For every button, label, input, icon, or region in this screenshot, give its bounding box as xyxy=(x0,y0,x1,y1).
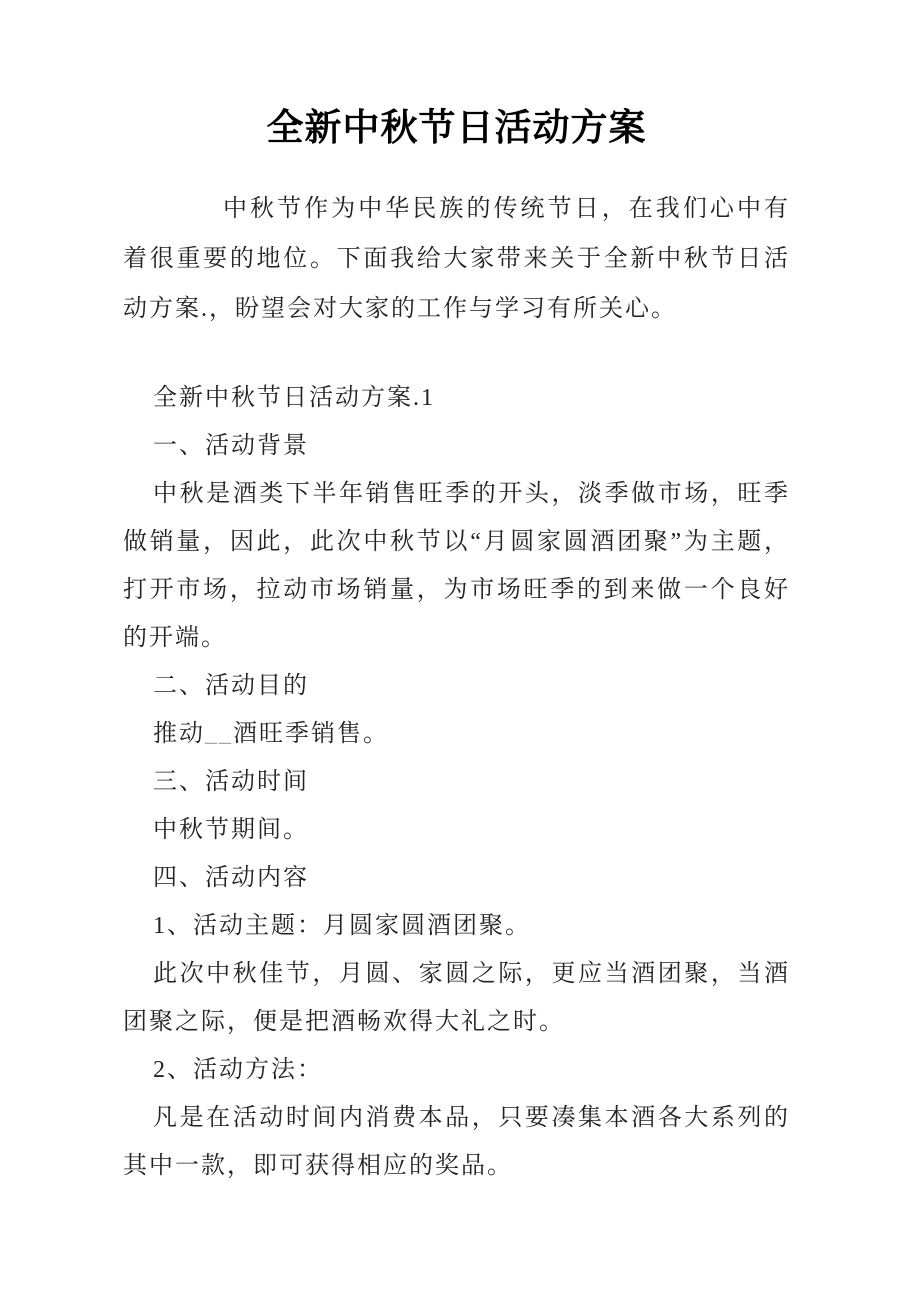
paragraph: 凡是在活动时间内消费本品，只要凑集本酒各大系列的其中一款，即可获得相应的奖品。 xyxy=(123,1105,790,1179)
paragraph: 二、活动目的 xyxy=(153,673,309,699)
paragraph: 1、活动主题：月圆家圆酒团聚。 xyxy=(153,913,531,939)
paragraph: 中秋节期间。 xyxy=(153,817,309,843)
fill-in-blank: __ xyxy=(205,721,233,747)
document-title: 全新中秋节日活动方案 xyxy=(266,107,647,148)
paragraph: 中秋是酒类下半年销售旺季的开头，淡季做市场，旺季做销量，因此，此次中秋节以“月圆家圆酒团聚”为主题，打开市场，拉动市场销量，为市场旺季的到来做一个良好的开端。 xyxy=(123,481,790,651)
paragraph: 中秋节作为中华民族的传统节日，在我们心中有着很重要的地位。下面我给大家带来关于全新中秋节日活动方案.，盼望会对大家的工作与学习有所关心。 xyxy=(123,196,790,322)
paragraph: 此次中秋佳节，月圆、家圆之际，更应当酒团聚，当酒团聚之际，便是把酒畅欢得大礼之时。 xyxy=(123,961,790,1035)
paragraph: 三、活动时间 xyxy=(153,769,309,795)
paragraph: 四、活动内容 xyxy=(153,865,309,891)
paragraph: 2、活动方法： xyxy=(153,1057,323,1083)
paragraph: 推动__酒旺季销售。 xyxy=(153,721,389,747)
paragraph: 全新中秋节日活动方案.1 xyxy=(153,385,435,411)
paragraph: 一、活动背景 xyxy=(153,433,309,459)
document-body xyxy=(123,184,790,1190)
